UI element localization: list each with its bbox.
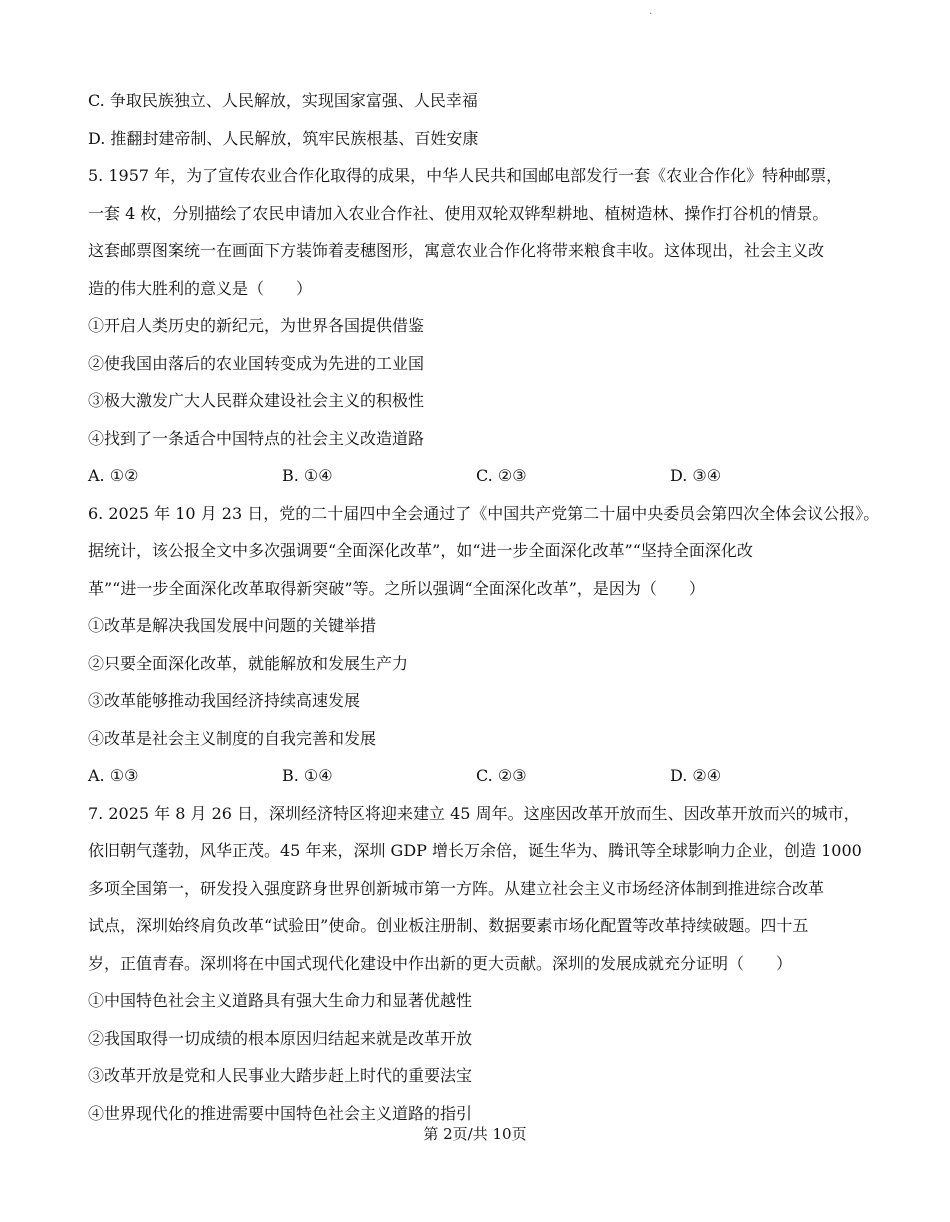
q5-stem-line: 一套 4 枚，分别描绘了农民申请加入农业合作社、使用双轮双铧犁耕地、植树造林、操作打谷机的情景。 <box>88 203 829 223</box>
q6-item-1: ①改革是解决我国发展中问题的关键举措 <box>88 616 377 635</box>
q6-option-a: A. ①③ <box>88 766 139 785</box>
q6-option-d: D. ②④ <box>670 766 722 785</box>
question-5 <box>88 157 878 495</box>
q5-item-3: ③极大激发广大人民群众建设社会主义的积极性 <box>88 391 425 410</box>
exam-page <box>88 82 878 1132</box>
q5-option-d: D. ③④ <box>670 466 722 485</box>
q6-stem-line: 革”“进一步全面深化改革取得新突破”等。之所以强调“全面深化改革”，是因为（ ） <box>88 578 705 598</box>
q5-item-1: ①开启人类历史的新纪元，为世界各国提供借鉴 <box>88 316 425 335</box>
q7-stem-line: 岁，正值青春。深圳将在中国式现代化建设中作出新的更大贡献。深圳的发展成就充分证明（ ） <box>88 953 793 973</box>
q7-stem-line: 7. 2025 年 8 月 26 日，深圳经济特区将迎来建立 45 周年。这座因改革开放而生、因改革开放而兴的城市， <box>88 803 860 823</box>
q5-stem-line: 造的伟大胜利的意义是（ ） <box>88 278 313 298</box>
q6-item-4: ④改革是社会主义制度的自我完善和发展 <box>88 728 377 748</box>
q5-item-4: ④找到了一条适合中国特点的社会主义改造道路 <box>88 428 425 448</box>
q7-item-1: ①中国特色社会主义道路具有强大生命力和显著优越性 <box>88 991 473 1010</box>
q5-stem-line: 这套邮票图案统一在画面下方装饰着麦穗图形，寓意农业合作化将带来粮食丰收。这体现出，社会主义改 <box>88 241 825 260</box>
header-dot: . <box>649 6 653 17</box>
q4-option-d: D. 推翻封建帝制、人民解放，筑牢民族根基、百姓安康 <box>88 128 479 148</box>
q5-options <box>88 457 878 495</box>
q5-stem-line: 5. 1957 年，为了宣传农业合作化取得的成果，中华人民共和国邮电部发行一套《农业合作化》特种邮票， <box>88 166 843 185</box>
q5-option-a: A. ①② <box>88 466 139 485</box>
q5-item-2: ②使我国由落后的农业国转变成为先进的工业国 <box>88 353 425 373</box>
page-number: 第 2页/共 10页 <box>423 1125 527 1143</box>
question-6 <box>88 495 878 795</box>
q6-item-2: ②只要全面深化改革，就能解放和发展生产力 <box>88 653 409 673</box>
q5-option-c: C. ②③ <box>476 466 527 485</box>
q6-stem-line: 据统计，该公报全文中多次强调要“全面深化改革”，如“进一步全面深化改革”“坚持全面深化改 <box>88 541 753 560</box>
q6-option-c: C. ②③ <box>476 766 527 785</box>
q7-stem-line: 依旧朝气蓬勃，风华正茂。45 年来，深圳 GDP 增长万余倍，诞生华为、腾讯等全球影响力企业，创造 1000 <box>88 841 862 860</box>
q6-stem-line: 6. 2025 年 10 月 23 日，党的二十届四中全会通过了《中国共产党第二十届中央委员会第四次全体会议公报》。 <box>88 503 880 523</box>
q7-stem-line: 多项全国第一，研发投入强度跻身世界创新城市第一方阵。从建立社会主义市场经济体制到推进综合改革 <box>88 878 825 898</box>
q4-option-c: C. 争取民族独立、人民解放，实现国家富强、人民幸福 <box>88 91 478 110</box>
q7-item-2: ②我国取得一切成绩的根本原因归结起来就是改革开放 <box>88 1028 473 1048</box>
q6-option-b: B. ①④ <box>282 766 333 785</box>
q6-options <box>88 757 878 795</box>
q7-stem-line: 试点，深圳始终肩负改革“试验田”使命。创业板注册制、数据要素市场化配置等改革持续破题。四十五 <box>88 916 809 935</box>
q7-item-4: ④世界现代化的推进需要中国特色社会主义道路的指引 <box>88 1103 473 1123</box>
q6-item-3: ③改革能够推动我国经济持续高速发展 <box>88 691 361 710</box>
q5-option-b: B. ①④ <box>282 466 333 485</box>
q7-item-3: ③改革开放是党和人民事业大踏步赶上时代的重要法宝 <box>88 1066 473 1085</box>
question-7 <box>88 795 878 1133</box>
